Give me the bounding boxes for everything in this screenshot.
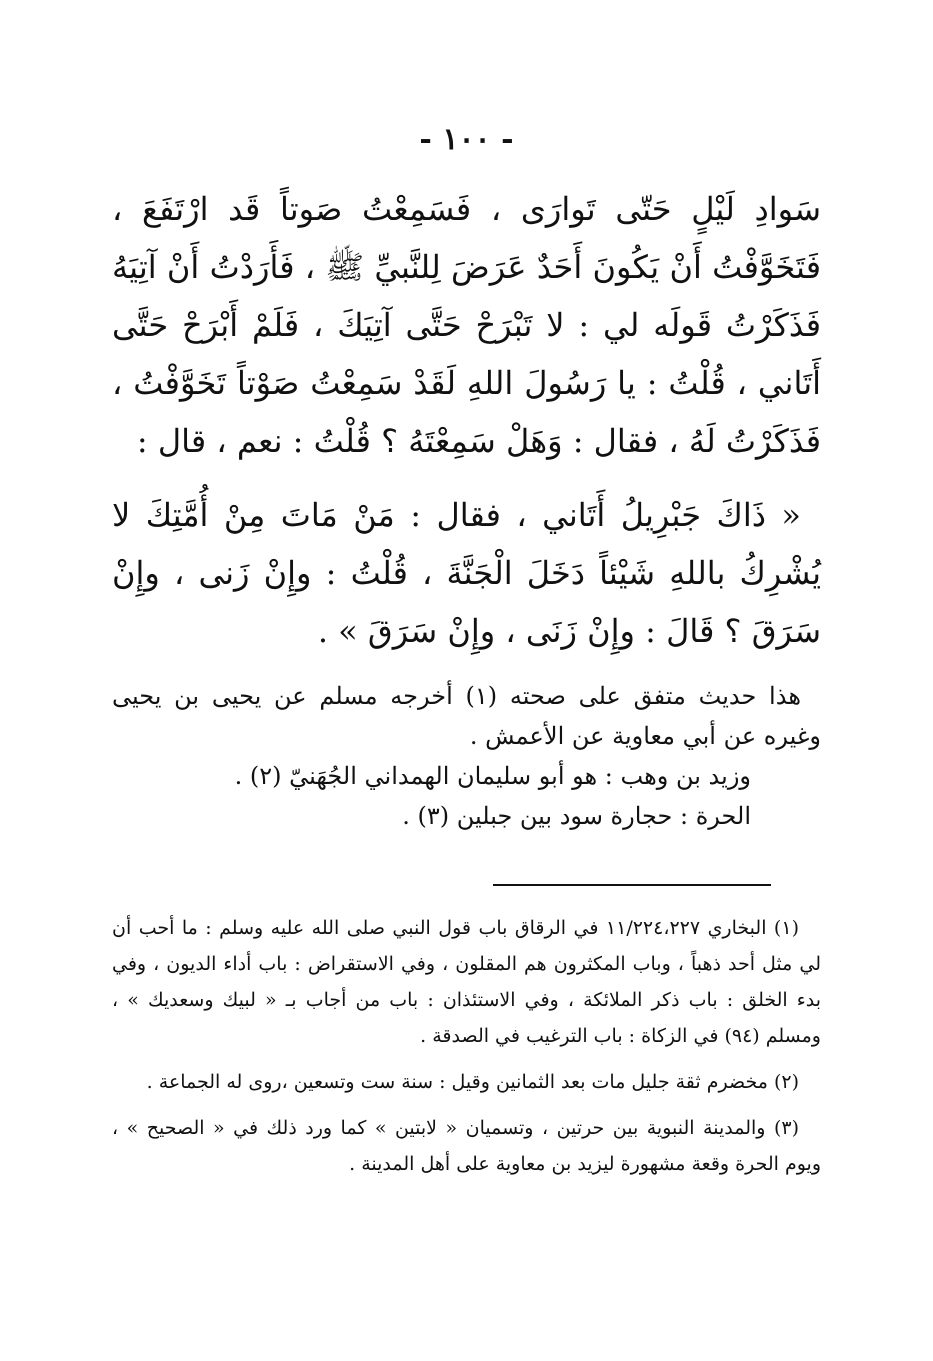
footnote-3: (٣) والمدينة النبوية بين حرتين ، وتسميان « لابتين » كما ورد ذلك في « الصحيح » ، ويوم الحرة وقعة مشهورة ليزيد بن معاوية على أهل المدينة . — [112, 1117, 821, 1175]
footnote-2: (٢) مخضرم ثقة جليل مات بعد الثمانين وقيل : سنة ست وتسعين ،روى له الجماعة . — [146, 1071, 799, 1093]
commentary — [112, 676, 821, 836]
page-number: - ١٠٠ - — [419, 122, 514, 157]
hadith-text — [112, 180, 821, 470]
hadith-paragraph-2: « ذَاكَ جَبْرِيلُ أَتَاني ، فقال : مَنْ مَاتَ مِنْ أُمَّتِكَ لا يُشْرِكُ باللهِ شَيْئاً دَخَلَ الْجَنَّةَ ، قُلْتُ : وإِنْ زَنى ، وإِنْ سَرَقَ ؟ قَالَ : وإِنْ زَنَى ، وإِنْ سَرَقَ » . — [112, 496, 822, 650]
hadith-text-continued — [112, 486, 821, 660]
footnotes — [112, 910, 821, 1192]
commentary-line-3: الحرة : حجارة سود بين جبلين (٣) . — [402, 802, 751, 830]
footnote-divider — [493, 884, 771, 886]
commentary-line-1: هذا حديث متفق على صحته (١) أخرجه مسلم عن يحيى بن يحيى وغيره عن أبي معاوية عن الأعمش . — [112, 682, 821, 750]
commentary-line-2: وزيد بن وهب : هو أبو سليمان الهمداني الجُهَنيّ (٢) . — [234, 762, 751, 790]
footnote-1: (١) البخاري ١١/٢٢٤،٢٢٧ في الرقاق باب قول النبي صلى الله عليه وسلم : ما أحب أن لي مثل أحد ذهباً ، وباب المكثرون هم المقلون ، وفي الاستقراض : باب أداء الديون ، وفي بدء الخلق : باب ذكر الملائكة ، وفي الاستئذان : باب من أجاب بـ « لبيك وسعديك » ، ومسلم (٩٤) في الزكاة : باب الترغيب في الصدقة . — [112, 917, 821, 1047]
hadith-paragraph-1: سَوادِ لَيْلٍ حَتّى تَوارَى ، فَسَمِعْتُ صَوتاً قَد ارْتَفَعَ ، فَتَخَوَّفْتُ أَنْ يَكُونَ أَحَدٌ عَرَضَ لِلنَّبيِّ ﷺ ، فَأَرَدْتُ أَنْ آتِيَهُ فَذَكَرْتُ قَولَه لي : لا تَبْرَحْ حَتَّى آتِيَكَ ، فَلَمْ أَبْرَحْ حَتَّى أَتَاني ، قُلْتُ : يا رَسُولَ اللهِ لَقَدْ سَمِعْتُ صَوْتاً تَخَوَّفْتُ ، فَذَكَرْتُ لَهُ ، فقال : وَهَلْ سَمِعْتَهُ ؟ قُلْتُ : نعم ، قال : — [112, 190, 822, 460]
